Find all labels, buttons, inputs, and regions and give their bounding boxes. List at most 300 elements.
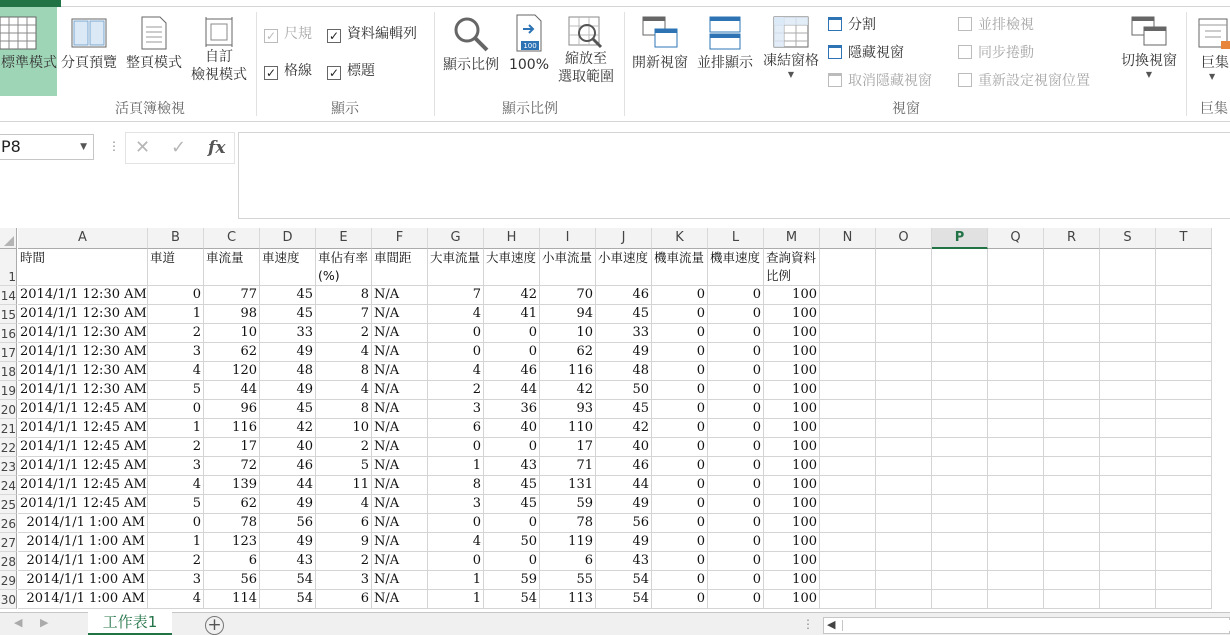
data-cell[interactable]: 0: [484, 438, 540, 457]
data-cell[interactable]: 131: [540, 476, 596, 495]
data-cell[interactable]: 48: [260, 362, 316, 381]
empty-cell[interactable]: [932, 590, 988, 609]
date-cell[interactable]: 2014/1/1 12:30 AM: [18, 324, 148, 343]
data-cell[interactable]: N/A: [372, 590, 428, 609]
data-cell[interactable]: 77: [204, 286, 260, 305]
data-cell[interactable]: 2: [316, 324, 372, 343]
macros-button[interactable]: [1195, 7, 1230, 96]
data-cell[interactable]: 42: [596, 419, 652, 438]
empty-cell[interactable]: [820, 552, 876, 571]
data-cell[interactable]: 100: [764, 533, 820, 552]
empty-cell[interactable]: [876, 362, 932, 381]
date-cell[interactable]: 2014/1/1 12:30 AM: [18, 286, 148, 305]
data-cell[interactable]: 48: [596, 362, 652, 381]
empty-cell[interactable]: [1156, 286, 1212, 305]
empty-cell[interactable]: [820, 343, 876, 362]
data-cell[interactable]: 2: [148, 324, 204, 343]
data-cell[interactable]: 45: [596, 400, 652, 419]
data-cell[interactable]: 100: [764, 305, 820, 324]
empty-cell[interactable]: [1044, 305, 1100, 324]
name-box-dropdown-icon[interactable]: ▼: [80, 142, 87, 152]
empty-cell[interactable]: [988, 381, 1044, 400]
data-cell[interactable]: 0: [428, 552, 484, 571]
row-header[interactable]: 18: [0, 362, 17, 381]
data-cell[interactable]: 113: [540, 590, 596, 609]
scroll-tabs-right-icon[interactable]: ▶: [40, 616, 49, 629]
empty-cell[interactable]: [1156, 400, 1212, 419]
column-header-t[interactable]: T: [1156, 228, 1212, 249]
data-cell[interactable]: 17: [540, 438, 596, 457]
empty-cell[interactable]: [1100, 362, 1156, 381]
empty-cell[interactable]: [1044, 362, 1100, 381]
empty-cell[interactable]: [820, 438, 876, 457]
header-cell[interactable]: 車速度: [260, 249, 316, 286]
data-cell[interactable]: 100: [764, 571, 820, 590]
data-cell[interactable]: 71: [540, 457, 596, 476]
column-header-s[interactable]: S: [1100, 228, 1156, 249]
data-cell[interactable]: 56: [596, 514, 652, 533]
data-cell[interactable]: 50: [596, 381, 652, 400]
data-cell[interactable]: 5: [148, 495, 204, 514]
data-cell[interactable]: 0: [708, 533, 764, 552]
formula-input[interactable]: [238, 132, 1230, 219]
data-cell[interactable]: 40: [596, 438, 652, 457]
row-header[interactable]: 22: [0, 438, 17, 457]
data-cell[interactable]: 0: [652, 362, 708, 381]
split-button[interactable]: [828, 16, 876, 34]
data-cell[interactable]: 44: [596, 476, 652, 495]
row-header[interactable]: 24: [0, 476, 17, 495]
date-cell[interactable]: 2014/1/1 1:00 AM: [18, 571, 148, 590]
empty-cell[interactable]: [1044, 514, 1100, 533]
data-cell[interactable]: 0: [652, 552, 708, 571]
data-cell[interactable]: N/A: [372, 343, 428, 362]
empty-cell[interactable]: [1100, 571, 1156, 590]
empty-cell[interactable]: [932, 552, 988, 571]
empty-cell[interactable]: [876, 305, 932, 324]
data-cell[interactable]: 96: [204, 400, 260, 419]
data-cell[interactable]: 42: [484, 286, 540, 305]
empty-cell[interactable]: [1100, 457, 1156, 476]
data-cell[interactable]: 10: [540, 324, 596, 343]
empty-cell[interactable]: [988, 324, 1044, 343]
scroll-left-icon[interactable]: ◀: [827, 618, 836, 631]
data-cell[interactable]: 1: [148, 419, 204, 438]
empty-cell[interactable]: [932, 571, 988, 590]
data-cell[interactable]: 2: [148, 552, 204, 571]
data-cell[interactable]: N/A: [372, 571, 428, 590]
data-cell[interactable]: 100: [764, 324, 820, 343]
data-cell[interactable]: 44: [260, 476, 316, 495]
empty-cell[interactable]: [932, 438, 988, 457]
data-cell[interactable]: 0: [652, 495, 708, 514]
data-cell[interactable]: 0: [148, 286, 204, 305]
row-header[interactable]: 27: [0, 533, 17, 552]
data-cell[interactable]: 0: [652, 343, 708, 362]
data-cell[interactable]: 6: [316, 514, 372, 533]
data-cell[interactable]: 0: [708, 324, 764, 343]
data-cell[interactable]: 0: [148, 514, 204, 533]
empty-cell[interactable]: [876, 419, 932, 438]
data-cell[interactable]: 41: [484, 305, 540, 324]
empty-cell[interactable]: [1100, 476, 1156, 495]
row-header[interactable]: 26: [0, 514, 17, 533]
empty-cell[interactable]: [820, 495, 876, 514]
data-cell[interactable]: N/A: [372, 362, 428, 381]
scrollbar-thumb[interactable]: [842, 620, 1230, 631]
data-cell[interactable]: 78: [204, 514, 260, 533]
arrange-all-button[interactable]: [694, 7, 756, 96]
empty-cell[interactable]: [988, 249, 1044, 286]
data-cell[interactable]: 0: [148, 400, 204, 419]
page-break-preview-button[interactable]: [59, 7, 119, 96]
empty-cell[interactable]: [1044, 590, 1100, 609]
data-cell[interactable]: 0: [708, 286, 764, 305]
empty-cell[interactable]: [988, 305, 1044, 324]
empty-cell[interactable]: [988, 590, 1044, 609]
data-cell[interactable]: 0: [708, 381, 764, 400]
data-cell[interactable]: 55: [540, 571, 596, 590]
header-cell[interactable]: 大車流量: [428, 249, 484, 286]
data-cell[interactable]: 44: [204, 381, 260, 400]
data-cell[interactable]: 0: [652, 514, 708, 533]
empty-cell[interactable]: [932, 514, 988, 533]
data-cell[interactable]: 3: [148, 571, 204, 590]
header-cell[interactable]: 車流量: [204, 249, 260, 286]
empty-cell[interactable]: [1044, 438, 1100, 457]
row-header[interactable]: 28: [0, 552, 17, 571]
empty-cell[interactable]: [876, 476, 932, 495]
data-cell[interactable]: 1: [428, 571, 484, 590]
data-cell[interactable]: N/A: [372, 381, 428, 400]
data-cell[interactable]: 5: [316, 457, 372, 476]
name-box[interactable]: [0, 134, 94, 160]
data-cell[interactable]: 0: [652, 533, 708, 552]
row-header[interactable]: 20: [0, 400, 17, 419]
header-cell[interactable]: 小車速度: [596, 249, 652, 286]
column-header-a[interactable]: A: [18, 228, 148, 249]
data-cell[interactable]: 0: [708, 305, 764, 324]
empty-cell[interactable]: [1044, 533, 1100, 552]
data-cell[interactable]: 100: [764, 381, 820, 400]
empty-cell[interactable]: [820, 362, 876, 381]
data-cell[interactable]: 4: [428, 362, 484, 381]
header-cell[interactable]: 查詢資料比例: [764, 249, 820, 286]
data-cell[interactable]: N/A: [372, 419, 428, 438]
data-cell[interactable]: 100: [764, 514, 820, 533]
empty-cell[interactable]: [1044, 571, 1100, 590]
empty-cell[interactable]: [932, 286, 988, 305]
empty-cell[interactable]: [988, 571, 1044, 590]
data-cell[interactable]: 1: [148, 533, 204, 552]
empty-cell[interactable]: [1100, 590, 1156, 609]
data-cell[interactable]: 49: [260, 495, 316, 514]
data-cell[interactable]: 4: [316, 381, 372, 400]
empty-cell[interactable]: [988, 438, 1044, 457]
data-cell[interactable]: 116: [204, 419, 260, 438]
data-cell[interactable]: 4: [148, 476, 204, 495]
data-cell[interactable]: N/A: [372, 533, 428, 552]
headings-checkbox[interactable]: [327, 62, 375, 80]
horizontal-scrollbar[interactable]: [823, 617, 1230, 634]
sheet-tab-active[interactable]: 工作表1: [88, 612, 172, 635]
data-cell[interactable]: 3: [428, 495, 484, 514]
data-cell[interactable]: 17: [204, 438, 260, 457]
data-cell[interactable]: 0: [652, 419, 708, 438]
row-header[interactable]: 30: [0, 590, 17, 609]
empty-cell[interactable]: [932, 419, 988, 438]
data-cell[interactable]: 100: [764, 438, 820, 457]
empty-cell[interactable]: [932, 495, 988, 514]
data-cell[interactable]: N/A: [372, 495, 428, 514]
empty-cell[interactable]: [1100, 533, 1156, 552]
empty-cell[interactable]: [820, 305, 876, 324]
view-side-by-side-button[interactable]: [958, 16, 1034, 34]
data-cell[interactable]: 0: [484, 514, 540, 533]
date-cell[interactable]: 2014/1/1 12:45 AM: [18, 457, 148, 476]
data-cell[interactable]: 1: [428, 457, 484, 476]
data-cell[interactable]: 100: [764, 400, 820, 419]
empty-cell[interactable]: [932, 381, 988, 400]
data-cell[interactable]: 98: [204, 305, 260, 324]
data-cell[interactable]: 93: [540, 400, 596, 419]
empty-cell[interactable]: [1100, 552, 1156, 571]
data-cell[interactable]: 33: [596, 324, 652, 343]
data-cell[interactable]: 1: [428, 590, 484, 609]
row-header[interactable]: 17: [0, 343, 17, 362]
data-cell[interactable]: 8: [428, 476, 484, 495]
empty-cell[interactable]: [988, 514, 1044, 533]
data-cell[interactable]: 3: [148, 343, 204, 362]
empty-cell[interactable]: [1156, 438, 1212, 457]
ruler-checkbox[interactable]: [264, 25, 312, 43]
empty-cell[interactable]: [820, 457, 876, 476]
date-cell[interactable]: 2014/1/1 1:00 AM: [18, 533, 148, 552]
empty-cell[interactable]: [876, 249, 932, 286]
switch-windows-button[interactable]: [1116, 7, 1182, 96]
empty-cell[interactable]: [1156, 495, 1212, 514]
data-cell[interactable]: 49: [596, 343, 652, 362]
date-cell[interactable]: 2014/1/1 12:45 AM: [18, 400, 148, 419]
empty-cell[interactable]: [988, 362, 1044, 381]
zoom-to-selection-button[interactable]: [555, 7, 617, 96]
empty-cell[interactable]: [876, 381, 932, 400]
data-cell[interactable]: 45: [260, 286, 316, 305]
data-cell[interactable]: 49: [596, 533, 652, 552]
data-cell[interactable]: 100: [764, 552, 820, 571]
data-cell[interactable]: 9: [316, 533, 372, 552]
empty-cell[interactable]: [932, 533, 988, 552]
data-cell[interactable]: 3: [428, 400, 484, 419]
data-cell[interactable]: 0: [708, 476, 764, 495]
date-cell[interactable]: 2014/1/1 12:30 AM: [18, 362, 148, 381]
row-header[interactable]: 1: [0, 249, 17, 286]
empty-cell[interactable]: [1044, 324, 1100, 343]
row-header[interactable]: 16: [0, 324, 17, 343]
empty-cell[interactable]: [988, 343, 1044, 362]
data-cell[interactable]: N/A: [372, 457, 428, 476]
empty-cell[interactable]: [1156, 571, 1212, 590]
data-cell[interactable]: 0: [652, 286, 708, 305]
enter-icon[interactable]: ✓: [171, 137, 187, 158]
empty-cell[interactable]: [1044, 457, 1100, 476]
empty-cell[interactable]: [1044, 552, 1100, 571]
row-header[interactable]: 29: [0, 571, 17, 590]
formula-bar-grip-icon[interactable]: ⋮: [108, 139, 120, 153]
data-cell[interactable]: 1: [148, 305, 204, 324]
data-cell[interactable]: 8: [316, 362, 372, 381]
data-cell[interactable]: 62: [204, 495, 260, 514]
data-cell[interactable]: 36: [484, 400, 540, 419]
empty-cell[interactable]: [932, 324, 988, 343]
empty-cell[interactable]: [820, 533, 876, 552]
data-cell[interactable]: 56: [204, 571, 260, 590]
data-cell[interactable]: 10: [316, 419, 372, 438]
data-cell[interactable]: 49: [260, 381, 316, 400]
data-cell[interactable]: 3: [148, 457, 204, 476]
empty-cell[interactable]: [876, 533, 932, 552]
empty-cell[interactable]: [988, 457, 1044, 476]
empty-cell[interactable]: [876, 324, 932, 343]
empty-cell[interactable]: [1100, 249, 1156, 286]
file-tab-edge[interactable]: [0, 0, 61, 7]
data-cell[interactable]: 2: [148, 438, 204, 457]
data-cell[interactable]: 120: [204, 362, 260, 381]
data-cell[interactable]: 0: [652, 400, 708, 419]
date-cell[interactable]: 2014/1/1 12:45 AM: [18, 476, 148, 495]
add-sheet-icon[interactable]: +: [205, 616, 224, 635]
empty-cell[interactable]: [1044, 343, 1100, 362]
data-cell[interactable]: 42: [540, 381, 596, 400]
data-cell[interactable]: 59: [540, 495, 596, 514]
empty-cell[interactable]: [1156, 305, 1212, 324]
empty-cell[interactable]: [820, 286, 876, 305]
data-cell[interactable]: 54: [596, 590, 652, 609]
empty-cell[interactable]: [988, 552, 1044, 571]
date-cell[interactable]: 2014/1/1 12:45 AM: [18, 438, 148, 457]
empty-cell[interactable]: [1044, 249, 1100, 286]
column-header-g[interactable]: G: [428, 228, 484, 249]
empty-cell[interactable]: [1156, 343, 1212, 362]
data-cell[interactable]: 0: [428, 514, 484, 533]
data-cell[interactable]: N/A: [372, 514, 428, 533]
data-cell[interactable]: 54: [260, 571, 316, 590]
data-cell[interactable]: 100: [764, 495, 820, 514]
empty-cell[interactable]: [932, 400, 988, 419]
empty-cell[interactable]: [988, 286, 1044, 305]
date-cell[interactable]: 2014/1/1 1:00 AM: [18, 552, 148, 571]
data-cell[interactable]: 6: [540, 552, 596, 571]
empty-cell[interactable]: [876, 590, 932, 609]
column-header-q[interactable]: Q: [988, 228, 1044, 249]
empty-cell[interactable]: [932, 343, 988, 362]
data-cell[interactable]: 72: [204, 457, 260, 476]
data-cell[interactable]: 8: [316, 400, 372, 419]
data-cell[interactable]: 4: [316, 495, 372, 514]
empty-cell[interactable]: [932, 476, 988, 495]
column-header-d[interactable]: D: [260, 228, 316, 249]
empty-cell[interactable]: [1156, 249, 1212, 286]
data-cell[interactable]: 119: [540, 533, 596, 552]
data-cell[interactable]: 6: [204, 552, 260, 571]
page-layout-button[interactable]: [122, 7, 186, 96]
data-cell[interactable]: 4: [428, 305, 484, 324]
custom-views-button[interactable]: [188, 7, 250, 96]
empty-cell[interactable]: [876, 438, 932, 457]
data-cell[interactable]: 100: [764, 590, 820, 609]
unhide-window-button[interactable]: [828, 72, 932, 90]
data-cell[interactable]: 43: [596, 552, 652, 571]
empty-cell[interactable]: [1044, 419, 1100, 438]
data-cell[interactable]: 7: [316, 305, 372, 324]
data-cell[interactable]: 49: [260, 343, 316, 362]
empty-cell[interactable]: [1044, 286, 1100, 305]
data-cell[interactable]: 49: [596, 495, 652, 514]
data-cell[interactable]: 116: [540, 362, 596, 381]
empty-cell[interactable]: [988, 419, 1044, 438]
empty-cell[interactable]: [1156, 476, 1212, 495]
data-cell[interactable]: 43: [484, 457, 540, 476]
data-cell[interactable]: 40: [484, 419, 540, 438]
column-header-r[interactable]: R: [1044, 228, 1100, 249]
column-header-o[interactable]: O: [876, 228, 932, 249]
empty-cell[interactable]: [820, 571, 876, 590]
data-cell[interactable]: 0: [484, 552, 540, 571]
gridlines-checkbox[interactable]: [264, 62, 312, 80]
empty-cell[interactable]: [876, 571, 932, 590]
data-cell[interactable]: 8: [316, 286, 372, 305]
reset-window-position-button[interactable]: [958, 72, 1090, 90]
data-cell[interactable]: 100: [764, 362, 820, 381]
empty-cell[interactable]: [1156, 362, 1212, 381]
data-cell[interactable]: 0: [484, 324, 540, 343]
data-cell[interactable]: 45: [260, 305, 316, 324]
data-cell[interactable]: 45: [596, 305, 652, 324]
data-cell[interactable]: 0: [652, 571, 708, 590]
data-cell[interactable]: 2: [428, 381, 484, 400]
empty-cell[interactable]: [820, 324, 876, 343]
empty-cell[interactable]: [820, 419, 876, 438]
data-cell[interactable]: 46: [596, 457, 652, 476]
data-cell[interactable]: 0: [428, 324, 484, 343]
data-cell[interactable]: 0: [708, 495, 764, 514]
empty-cell[interactable]: [932, 305, 988, 324]
data-cell[interactable]: 45: [484, 476, 540, 495]
row-header[interactable]: 15: [0, 305, 17, 324]
insert-function-icon[interactable]: fx: [208, 138, 226, 158]
empty-cell[interactable]: [988, 495, 1044, 514]
data-cell[interactable]: 0: [652, 457, 708, 476]
data-cell[interactable]: 100: [764, 286, 820, 305]
empty-cell[interactable]: [820, 381, 876, 400]
column-header-k[interactable]: K: [652, 228, 708, 249]
data-cell[interactable]: 0: [708, 457, 764, 476]
header-cell[interactable]: 時間: [18, 249, 148, 286]
empty-cell[interactable]: [876, 400, 932, 419]
column-header-l[interactable]: L: [708, 228, 764, 249]
data-cell[interactable]: N/A: [372, 286, 428, 305]
data-cell[interactable]: 0: [428, 438, 484, 457]
data-cell[interactable]: 0: [652, 381, 708, 400]
data-cell[interactable]: 0: [708, 400, 764, 419]
header-cell[interactable]: 小車流量: [540, 249, 596, 286]
column-header-h[interactable]: H: [484, 228, 540, 249]
data-cell[interactable]: 0: [652, 305, 708, 324]
data-cell[interactable]: 42: [260, 419, 316, 438]
empty-cell[interactable]: [1100, 324, 1156, 343]
data-cell[interactable]: N/A: [372, 400, 428, 419]
empty-cell[interactable]: [932, 249, 988, 286]
